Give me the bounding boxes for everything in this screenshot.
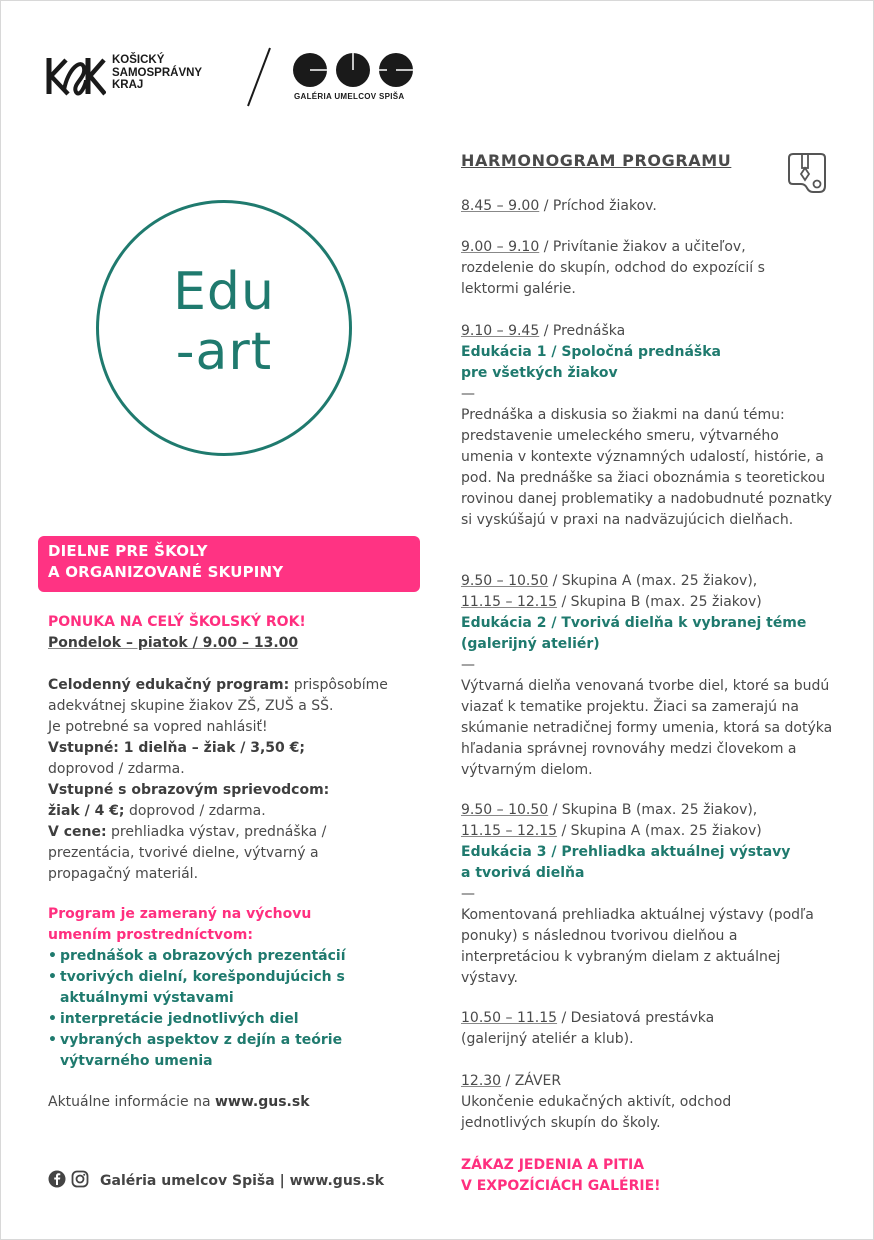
- schedule-time: 12.30: [461, 1073, 502, 1089]
- edukacia-title: Edukácia 1 / Spoločná prednáška pre všetkých žiakov: [461, 344, 722, 381]
- entry1-label: Vstupné: 1 dielňa – žiak / 3,50 €;: [48, 740, 305, 756]
- schedule-time: 10.50 – 11.15: [461, 1010, 558, 1026]
- schedule-text: / Prednáška: [539, 323, 626, 339]
- schedule-item: [461, 237, 821, 300]
- schedule-time: 8.45 – 9.00: [461, 198, 540, 214]
- banner-line-1: DIELNE PRE ŠKOLY: [48, 542, 208, 560]
- price-label: V cene:: [48, 824, 107, 840]
- focus-block: [48, 904, 428, 1072]
- edukacia-title: Edukácia 2 / Tvorivá dielňa k vybranej téme (galerijný ateliér): [461, 615, 807, 652]
- schedule-text: / Príchod žiakov.: [539, 198, 657, 214]
- schedule-time: 9.00 – 9.10: [461, 239, 540, 255]
- entry2-price: žiak / 4 €;: [48, 803, 125, 819]
- banner-title: [48, 541, 283, 583]
- entry1-text: doprovod / zdarma.: [48, 761, 185, 777]
- schedule-text: / ZÁVER: [501, 1073, 562, 1089]
- warning-line-2: V EXPOZÍCIÁCH GALÉRIE!: [461, 1178, 661, 1194]
- schedule-text: / Skupina A (max. 25 žiakov): [557, 823, 762, 839]
- ksk-text: [112, 54, 202, 92]
- schedule-item: [461, 196, 841, 217]
- schedule-time: 11.15 – 12.15: [461, 823, 558, 839]
- ksk-line-3: KRAJ: [112, 79, 144, 91]
- schedule-description: Ukončenie edukačných aktivít, odchod jednotlivých skupín do školy.: [461, 1094, 732, 1131]
- gus-text: GALÉRIA UMELCOV SPIŠA: [294, 92, 405, 101]
- edukacia-title: Edukácia 3 / Prehliadka aktuálnej výstavy a tvorivá dielňa: [461, 844, 791, 881]
- footer: [48, 1170, 384, 1192]
- focus-title-1: Program je zameraný na výchovu: [48, 906, 312, 922]
- facebook-icon[interactable]: [48, 1170, 66, 1192]
- edu-art-line-1: Edu: [173, 262, 275, 322]
- warning-line-1: ZÁKAZ JEDENIA A PITIA: [461, 1157, 645, 1173]
- program-label: Celodenný edukačný program:: [48, 677, 290, 693]
- register-note: Je potrebné sa vopred nahlásiť!: [48, 719, 268, 735]
- schedule-time: 11.15 – 12.15: [461, 594, 558, 610]
- warning-notice: [461, 1155, 841, 1197]
- schedule-item-edukacia-2: [461, 571, 841, 781]
- price-text: prehliadka výstav, prednáška / prezentácia, tvorivé dielne, výtvarný a propagačný materiál.: [48, 824, 327, 882]
- focus-item: • prednášok a obrazových prezentácií: [48, 946, 428, 967]
- entry2-label: Vstupné s obrazovým sprievodcom:: [48, 782, 330, 798]
- edukacia-description: Komentovaná prehliadka aktuálnej výstavy (podľa ponuky) s následnou tvorivou dielňou a interpretáciou k vybraným dielam z aktuálnej výstavy.: [461, 907, 814, 986]
- schedule-text: / Skupina B (max. 25 žiakov): [557, 594, 762, 610]
- schedule-time: 9.50 – 10.50: [461, 802, 549, 818]
- ksk-logo-icon: [46, 54, 106, 102]
- focus-item: • tvorivých dielní, korešpondujúcich s aktuálnymi výstavami: [48, 967, 350, 1009]
- entry2-line: [48, 801, 428, 822]
- schedule-time: 9.10 – 9.45: [461, 323, 540, 339]
- focus-item: • interpretácie jednotlivých diel: [48, 1009, 428, 1030]
- edukacia-description: Výtvarná dielňa venovaná tvorbe diel, ktoré sa budú viazať k tematike projektu. Žiaci sa zamerajú na skúmanie netradičnej formy umenia, ktorá sa dotýka hľadania správnej rovnováhy medzi človekom a výtvarným dielom.: [461, 678, 833, 778]
- info-text: Aktuálne informácie na: [48, 1094, 215, 1110]
- offer-text: PONUKA NA CELÝ ŠKOLSKÝ ROK!: [48, 614, 306, 630]
- ksk-line-2: SAMOSPRÁVNY: [112, 66, 203, 79]
- focus-list: [48, 946, 428, 1072]
- edu-art-line-2: -art: [175, 322, 273, 382]
- schedule-item: [461, 1008, 741, 1050]
- program-text: prispôsobíme adekvátnej skupine žiakov ZŠ, ZUŠ a SŠ.: [48, 677, 388, 714]
- edukacia-description: Prednáška a diskusia so žiakmi na danú tému: predstavenie umeleckého smeru, výtvarného umenia v kontexte významných udalostí, histórie, a pod. Na prednáške sa žiaci oboznámia s teoretickou rovinou danej problematiky a nadobudnuté poznatky si vyskúšajú v praxi na nadväzujúcich dielňach.: [461, 407, 832, 528]
- schedule-item-edukacia-1: [461, 321, 841, 531]
- schedule-text: / Desiatová prestávka (galerijný ateliér a klub).: [461, 1010, 715, 1047]
- gus-logo-icon: [292, 52, 416, 94]
- schedule-text: / Privítanie žiakov a učiteľov, rozdelenie do skupín, odchod do expozícií s lektormi galérie.: [461, 239, 765, 297]
- dash-separator: —: [461, 657, 475, 673]
- banner-line-2: A ORGANIZOVANÉ SKUPINY: [48, 563, 284, 581]
- price-paragraph: [48, 822, 348, 885]
- footer-text: Galéria umelcov Spiša | www.gus.sk: [100, 1173, 385, 1189]
- schedule-title: HARMONOGRAM PROGRAMU: [461, 151, 732, 170]
- edu-art-logo: [96, 262, 352, 382]
- program-paragraph: [48, 675, 428, 717]
- entry2-text: doprovod / zdarma.: [124, 803, 266, 819]
- schedule-time: 9.50 – 10.50: [461, 573, 549, 589]
- schedule-text: / Skupina B (max. 25 žiakov),: [548, 802, 758, 818]
- palette-brush-icon: [785, 152, 829, 200]
- logo-divider: [244, 46, 274, 112]
- dash-separator: —: [461, 886, 475, 902]
- website-link[interactable]: www.gus.sk: [215, 1094, 310, 1110]
- info-line: [48, 1092, 428, 1113]
- info-block: [48, 675, 428, 885]
- schedule-item: [461, 1071, 841, 1134]
- schedule-text: / Skupina A (max. 25 žiakov),: [548, 573, 758, 589]
- schedule-item-edukacia-3: [461, 800, 841, 989]
- ksk-line-1: KOŠICKÝ: [112, 54, 165, 66]
- offer-block: [48, 612, 428, 654]
- dash-separator: —: [461, 386, 475, 402]
- opening-hours: Pondelok – piatok / 9.00 – 13.00: [48, 635, 299, 651]
- focus-item: • vybraných aspektov z dejín a teórie výtvarného umenia: [48, 1030, 360, 1072]
- focus-title-2: umením prostredníctvom:: [48, 927, 253, 943]
- instagram-icon[interactable]: [71, 1170, 89, 1192]
